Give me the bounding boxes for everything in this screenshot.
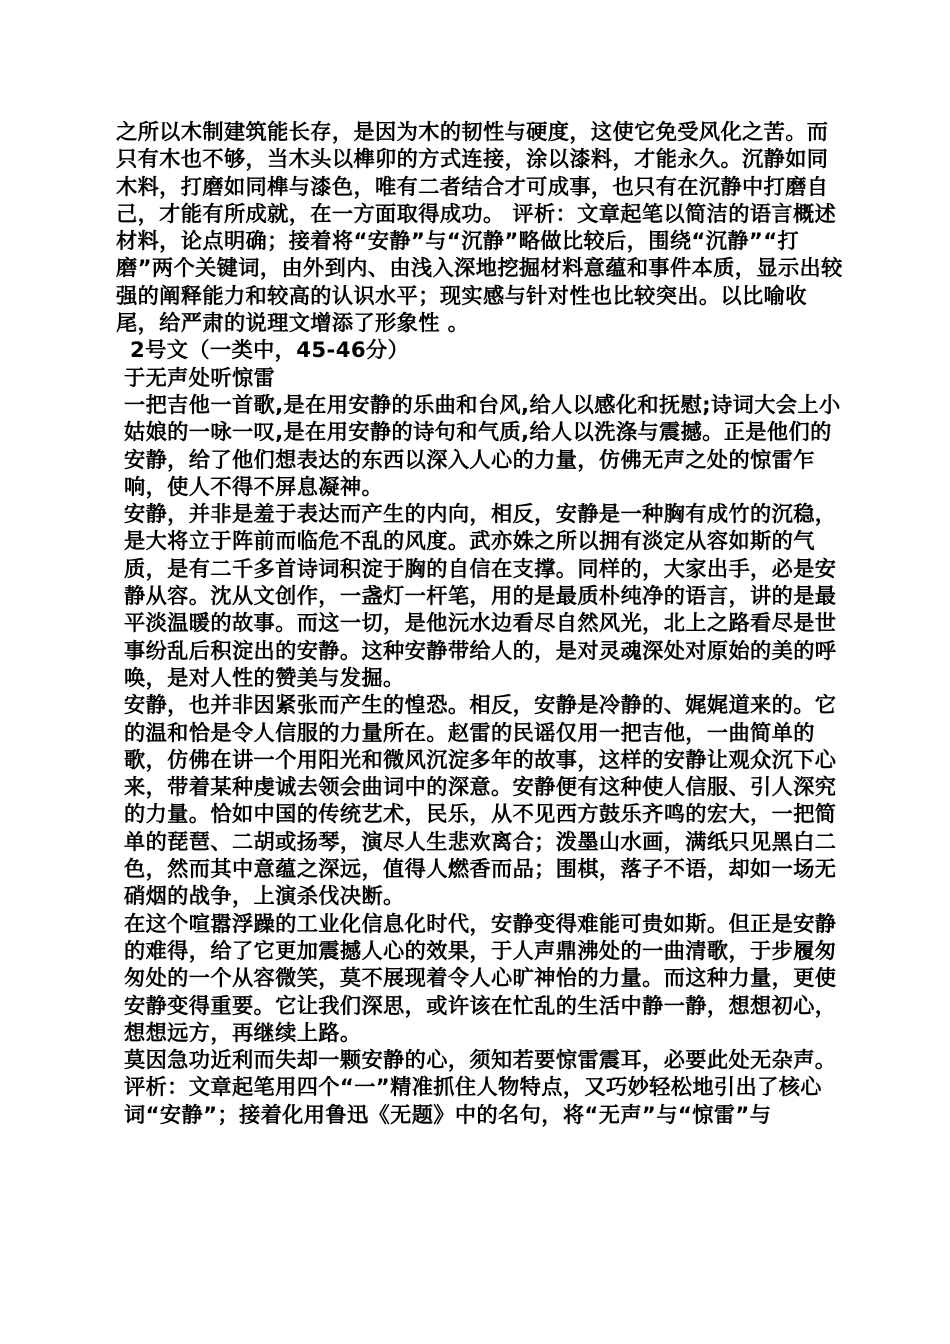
paragraph-essay-1-ending: 之所以木制建筑能长存，是因为木的韧性与硬度，这使它免受风化之苦。而只有木也不够，当木头以榫卯的方式连接，涂以漆料，才能永久。沉静如同木料，打磨如同榫与漆色，唯有二者结合才可成事，也只有在沉静中打磨自己，才能有所成就，在一方面取得成功。 评析：文章起笔以简洁的语言概述材料，论点明确；接着将“安静”与“沉静”略做比较后，围绕“沉静”“打磨”两个关键词，由外到内、由浅入深地挖掘材料意蕴和事件本质，显示出较强的阐释能力和较高的认识水平；现实感与针对性也比较突出。以比喻收尾，给严肃的说理文增添了形象性 。 bbox=[116, 119, 843, 336]
essay-2-paragraph-2: 安静，并非是羞于表达而产生的内向，相反，安静是一种胸有成竹的沉稳，是大将立于阵前而临危不乱的风度。武亦姝之所以拥有淡定从容如斯的气质，是有二千多首诗词积淀于胸的自信在支撑。同样的，大家出手，必是安静从容。沈从文创作，一盏灯一杆笔，用的是最质朴纯净的语言，讲的是最平淡温暖的故事。而这一切，是他沅水边看尽自然风光，北上之路看尽是世事纷乱后积淀出的安静。这种安静带给人的，是对灵魂深处对原始的美的呼唤，是对人性的赞美与发掘。 bbox=[124, 501, 837, 690]
document-body bbox=[116, 118, 846, 1128]
essay-2-header: 2号文（一类中，45-46分） bbox=[130, 337, 410, 363]
essay-2-commentary: 评析：文章起笔用四个“一”精准抓住人物特点，又巧妙轻松地引出了核心词“安静”；接着化用鲁迅《无题》中的名句，将“无声”与“惊雷”与 bbox=[124, 1074, 822, 1127]
essay-2-paragraph-3: 安静，也并非因紧张而产生的惶恐。相反，安静是冷静的、娓娓道来的。它的温和恰是令人信服的力量所在。赵雷的民谣仅用一把吉他，一曲简单的歌，仿佛在讲一个用阳光和微风沉淀多年的故事，这样的安静让观众沉下心来，带着某种虔诚去领会曲词中的深意。安静便有这种使人信服、引人深究的力量。恰如中国的传统艺术，民乐，从不见西方鼓乐齐鸣的宏大，一把简单的琵琶、二胡或扬琴，演尽人生悲欢离合；泼墨山水画，满纸只见黑白二色，然而其中意蕴之深远，值得人燃香而品；围棋，落子不语，却如一场无硝烟的战争，上演杀伐决断。 bbox=[124, 692, 837, 909]
essay-2-title: 于无声处听惊雷 bbox=[124, 364, 276, 390]
essay-2-paragraph-4: 在这个喧嚣浮躁的工业化信息化时代，安静变得难能可贵如斯。但正是安静的难得，给了它更加震撼人心的效果，于人声鼎沸处的一曲清歌，于步履匆匆处的一个从容微笑，莫不展现着令人心旷神怡的力量。而这种力量，更使安静变得重要。它让我们深思，或许该在忙乱的生活中静一静，想想初心，想想远方，再继续上路。 bbox=[124, 910, 837, 1045]
essay-2-paragraph-5: 莫因急功近利而失却一颗安静的心，须知若要惊雷震耳，必要此处无杂声。 bbox=[124, 1047, 837, 1073]
essay-2-paragraph-1: 一把吉他一首歌,是在用安静的乐曲和台风,给人以感化和抚慰;诗词大会上小姑娘的一咏一叹,是在用安静的诗句和气质,给人以洗涤与震撼。正是他们的安静，给了他们想表达的东西以深入人心的力量，仿佛无声之处的惊雷乍响，使人不得不屏息凝神。 bbox=[124, 391, 841, 499]
